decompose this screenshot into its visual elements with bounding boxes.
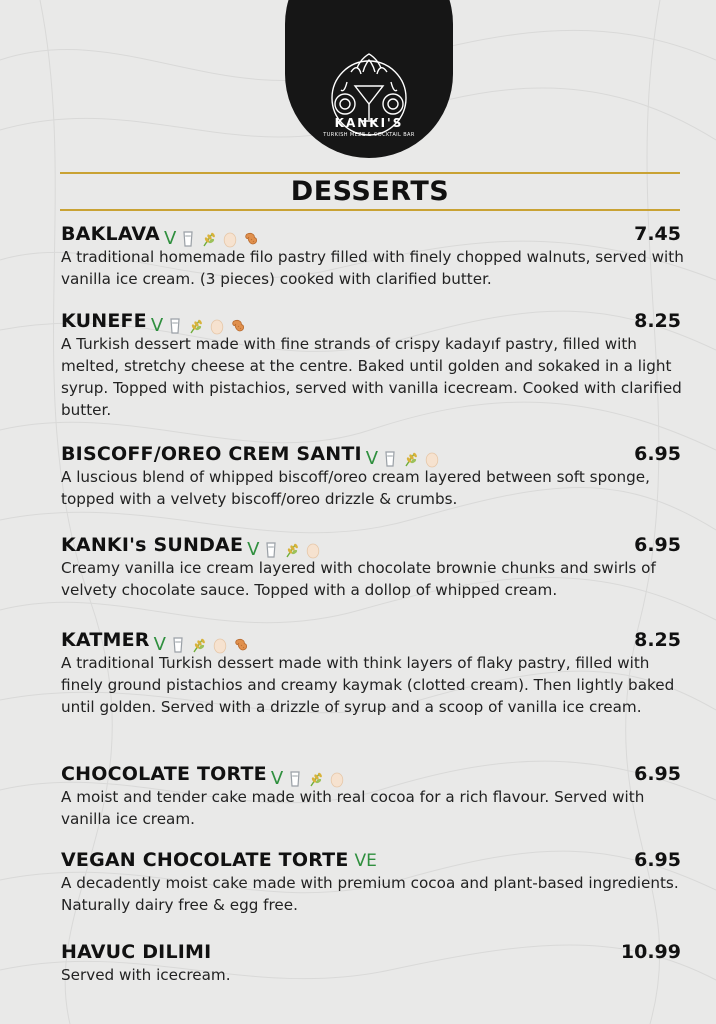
item-description: Creamy vanilla ice cream layered with chocolate brownie chunks and swirls of velvety chocolate sauce. Topped with a dollop of whipped cream. — [61, 559, 656, 599]
nut-icon — [242, 230, 260, 248]
item-name: BAKLAVA — [61, 223, 160, 245]
item-price: 6.95 — [634, 443, 681, 465]
item-name: HAVUC DILIMI — [61, 941, 212, 963]
dairy-icon — [169, 636, 187, 654]
item-name: KUNEFE — [61, 310, 147, 332]
menu-item-kunefe — [61, 309, 681, 421]
vegan-icon: VE — [354, 851, 377, 871]
item-description: A traditional homemade filo pastry filled with finely chopped walnuts, served with vanilla ice cream. (3 pieces) cooked with clarified butter. — [61, 248, 684, 288]
gluten-icon — [402, 450, 420, 468]
vegetarian-icon: V — [153, 633, 166, 655]
vegetarian-icon: V — [270, 767, 284, 789]
item-price: 6.95 — [634, 763, 681, 785]
item-description: A decadently moist cake made with premium cocoa and plant-based ingredients. Naturally dairy free & egg free. — [61, 874, 679, 914]
menu-item-kankis-sundae — [61, 533, 681, 601]
gluten-icon — [307, 770, 325, 788]
dairy-icon — [166, 317, 184, 335]
diet-icons — [164, 228, 263, 249]
egg-icon — [221, 230, 239, 248]
diet-icons — [247, 539, 325, 560]
egg-icon — [211, 636, 229, 654]
item-description: A luscious blend of whipped biscoff/oreo cream layered between soft sponge, topped with a velvety biscoff/oreo drizzle & crumbs. — [61, 468, 650, 508]
egg-icon — [304, 541, 322, 559]
item-name: BISCOFF/OREO CREM SANTI — [61, 443, 362, 465]
diet-icons — [151, 315, 250, 336]
menu-item-biscoff-oreo-crem-santi — [61, 442, 681, 510]
item-description: A Turkish dessert made with fine strands of crispy kadayıf pastry, filled with melted, stretchy cheese at the centre. Baked until golden and sokaked in a light syrup. Topped with pistachios, served with vanilla icecream. Cooked with clarified butter. — [61, 335, 682, 419]
egg-icon — [208, 317, 226, 335]
item-name: KATMER — [61, 629, 150, 651]
menu-item-chocolate-torte — [61, 762, 681, 830]
diet-icons — [271, 768, 349, 789]
section-title: DESSERTS — [290, 176, 450, 207]
item-price: 6.95 — [634, 849, 681, 871]
item-price: 6.95 — [634, 534, 681, 556]
item-name: CHOCOLATE TORTE — [61, 763, 267, 785]
item-name: VEGAN CHOCOLATE TORTE — [61, 849, 349, 871]
item-price: 8.25 — [634, 310, 681, 332]
nut-icon — [232, 636, 250, 654]
gluten-icon — [200, 230, 218, 248]
menu-item-vegan-chocolate-torte — [61, 848, 681, 916]
dairy-icon — [262, 541, 280, 559]
vegetarian-icon: V — [163, 227, 177, 249]
item-description: A moist and tender cake made with real cocoa for a rich flavour. Served with vanilla ice cream. — [61, 788, 645, 828]
gluten-icon — [187, 317, 205, 335]
vegetarian-icon: V — [150, 314, 164, 336]
egg-icon — [423, 450, 441, 468]
diet-icons — [154, 634, 253, 655]
vegetarian-icon: V — [365, 447, 379, 469]
dairy-icon — [179, 230, 197, 248]
item-price: 10.99 — [620, 941, 681, 963]
item-price: 8.25 — [634, 629, 681, 651]
egg-icon — [328, 770, 346, 788]
nut-icon — [229, 317, 247, 335]
item-name: KANKI's SUNDAE — [61, 534, 244, 556]
dairy-icon — [381, 450, 399, 468]
logo-brand-name: KANKI'S — [334, 116, 404, 130]
gluten-icon — [283, 541, 301, 559]
dairy-icon — [286, 770, 304, 788]
header-bottom-rule — [60, 209, 680, 211]
menu-item-katmer — [61, 628, 681, 718]
vegetarian-icon: V — [247, 538, 260, 560]
gluten-icon — [190, 636, 208, 654]
item-price: 7.45 — [634, 223, 681, 245]
logo-badge — [285, 0, 453, 158]
item-description: A traditional Turkish dessert made with think layers of flaky pastry, filled with finely ground pistachios and creamy kaymak (clotted cream). Then lightly baked until golden. Served with a drizzle of syrup and a scoop of vanilla ice cream. — [61, 654, 675, 716]
menu-item-baklava — [61, 222, 684, 290]
item-description: Served with icecream. — [61, 966, 231, 984]
diet-icons — [366, 448, 444, 469]
menu-item-havuc-dilimi — [61, 940, 681, 986]
logo-tagline: TURKISH MEZE & COCKTAIL BAR — [323, 132, 415, 138]
